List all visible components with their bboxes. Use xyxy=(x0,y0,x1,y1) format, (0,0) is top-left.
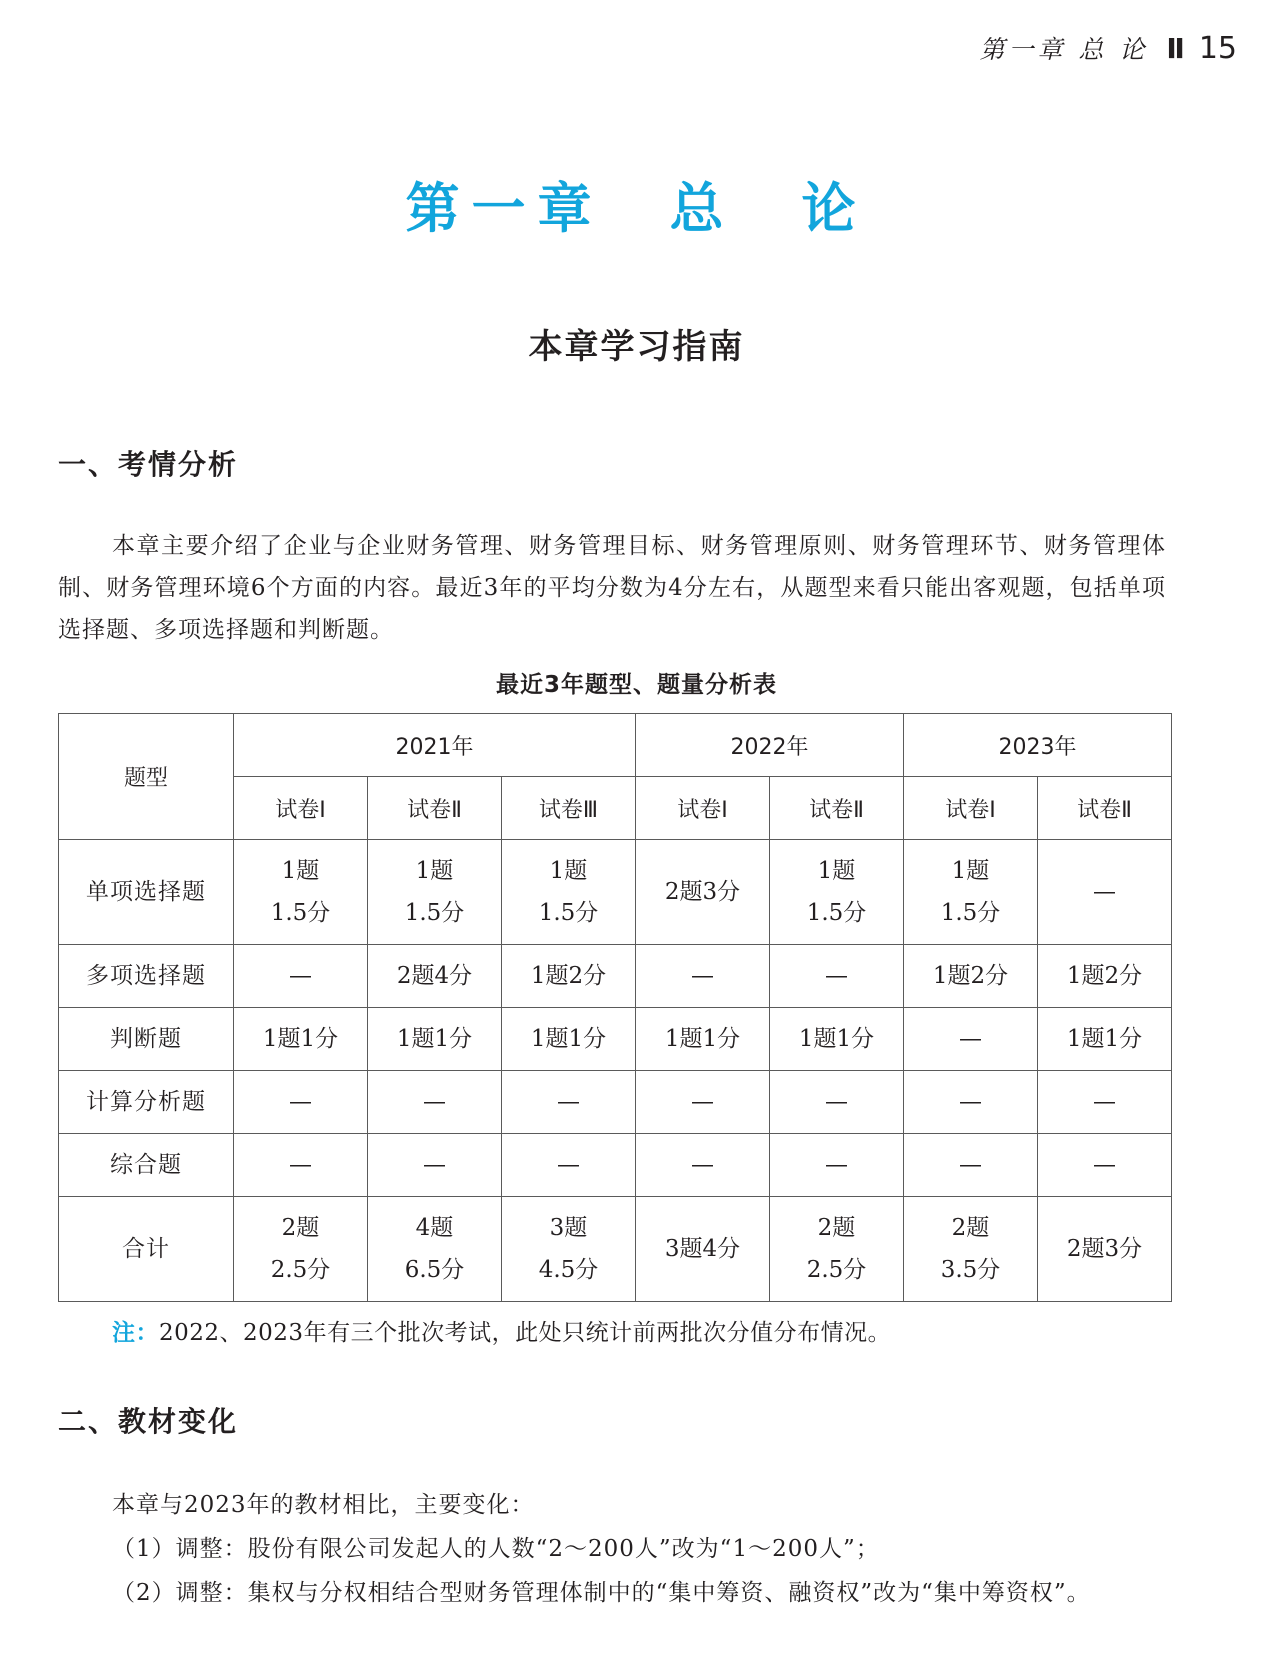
cell-line: 2题4分 xyxy=(396,963,473,989)
cell-line: 2题3分 xyxy=(664,879,741,905)
paper-header: 试卷Ⅰ xyxy=(636,777,770,840)
table-cell xyxy=(368,1008,502,1071)
row-label: 多项选择题 xyxy=(59,945,234,1008)
cell-line: 1.5分 xyxy=(404,900,465,926)
table-cell xyxy=(1038,1008,1172,1071)
table-cell xyxy=(234,1134,368,1197)
table-cell xyxy=(234,945,368,1008)
change-item: （1）调整：股份有限公司发起人的人数“2～200人”改为“1～200人”； xyxy=(112,1536,880,1562)
row-label: 综合题 xyxy=(59,1134,234,1197)
table-row xyxy=(59,1071,1172,1134)
cell-line: 1题1分 xyxy=(664,1026,741,1052)
cell-line: — xyxy=(959,1152,982,1178)
table-cell xyxy=(234,1008,368,1071)
table-cell xyxy=(904,1008,1038,1071)
cell-line: — xyxy=(825,1152,848,1178)
cell-line: 1.5分 xyxy=(538,900,599,926)
exam-analysis-paragraph: 本章主要介绍了企业与企业财务管理、财务管理目标、财务管理原则、财务管理环节、财务管理体制、财务管理环境6个方面的内容。最近3年的平均分数为4分左右，从题型来看只能出客观题，包括单项选择题、多项选择题和判断题。 xyxy=(58,533,1166,643)
cell-line: 3题 xyxy=(549,1215,588,1241)
table-cell xyxy=(502,945,636,1008)
section-heading-textbook-changes: 二、教材变化 xyxy=(58,1405,239,1438)
table-cell xyxy=(502,1071,636,1134)
textbook-changes xyxy=(58,1483,1172,1615)
cell-line: 1题1分 xyxy=(1066,1026,1143,1052)
table-cell xyxy=(234,1197,368,1302)
table-cell xyxy=(904,1197,1038,1302)
cell-line: 1题 xyxy=(415,858,454,884)
table-cell xyxy=(368,1071,502,1134)
cell-line: 2.5分 xyxy=(806,1257,867,1283)
table-cell xyxy=(636,1008,770,1071)
question-type-table xyxy=(58,713,1172,1302)
cell-line: 4.5分 xyxy=(538,1257,599,1283)
cell-line: — xyxy=(691,963,714,989)
cell-line: 1题1分 xyxy=(262,1026,339,1052)
cell-line: — xyxy=(557,1089,580,1115)
cell-line: — xyxy=(1093,879,1116,905)
cell-line: — xyxy=(1093,1089,1116,1115)
table-row xyxy=(59,945,1172,1008)
row-label: 合计 xyxy=(59,1197,234,1302)
cell-line: 2题3分 xyxy=(1066,1236,1143,1262)
table-note xyxy=(112,1314,891,1347)
note-text: 2022、2023年有三个批次考试，此处只统计前两批次分值分布情况。 xyxy=(159,1320,892,1346)
cell-line: 1题2分 xyxy=(932,963,1009,989)
cell-line: — xyxy=(691,1089,714,1115)
row-label: 判断题 xyxy=(59,1008,234,1071)
table-cell xyxy=(770,1071,904,1134)
table-body xyxy=(59,840,1172,1302)
section-heading-exam-analysis: 一、考情分析 xyxy=(58,448,239,481)
running-header xyxy=(979,30,1237,66)
table-cell xyxy=(1038,840,1172,945)
table-cell xyxy=(904,945,1038,1008)
cell-line: — xyxy=(423,1152,446,1178)
table-cell xyxy=(904,1134,1038,1197)
paper-header: 试卷Ⅱ xyxy=(368,777,502,840)
table-cell xyxy=(368,1134,502,1197)
paper-header: 试卷Ⅰ xyxy=(234,777,368,840)
table-cell xyxy=(368,840,502,945)
cell-line: 4题 xyxy=(415,1215,454,1241)
paper-header: 试卷Ⅱ xyxy=(770,777,904,840)
cell-line: 1题1分 xyxy=(396,1026,473,1052)
table-cell xyxy=(502,840,636,945)
cell-line: 1.5分 xyxy=(806,900,867,926)
table-cell xyxy=(1038,945,1172,1008)
paper-header: 试卷Ⅱ xyxy=(1038,777,1172,840)
table-cell xyxy=(636,1071,770,1134)
table-cell xyxy=(368,945,502,1008)
cell-line: 1题1分 xyxy=(530,1026,607,1052)
table-row xyxy=(59,1197,1172,1302)
header-separator: Ⅱ xyxy=(1166,31,1185,65)
cell-line: — xyxy=(557,1152,580,1178)
table-cell xyxy=(904,1071,1038,1134)
table-cell xyxy=(502,1008,636,1071)
table-caption: 最近3年题型、题量分析表 xyxy=(495,672,777,698)
table-cell xyxy=(1038,1197,1172,1302)
table-row xyxy=(59,1134,1172,1197)
cell-line: — xyxy=(825,963,848,989)
page-number: 15 xyxy=(1198,30,1237,66)
table-cell xyxy=(770,1134,904,1197)
cell-line: 2题 xyxy=(817,1215,856,1241)
table-cell xyxy=(1038,1071,1172,1134)
cell-line: 1题2分 xyxy=(1066,963,1143,989)
year-header: 2021年 xyxy=(234,714,636,777)
cell-line: 6.5分 xyxy=(404,1257,465,1283)
cell-line: 1题1分 xyxy=(798,1026,875,1052)
note-label: 注： xyxy=(112,1320,159,1346)
cell-line: 2题 xyxy=(951,1215,990,1241)
row-label: 计算分析题 xyxy=(59,1071,234,1134)
cell-line: — xyxy=(959,1026,982,1052)
cell-line: 1题 xyxy=(549,858,588,884)
paper-header: 试卷Ⅲ xyxy=(502,777,636,840)
year-header: 2022年 xyxy=(636,714,904,777)
cell-line: — xyxy=(289,1089,312,1115)
cell-line: 1.5分 xyxy=(940,900,1001,926)
table-cell xyxy=(770,1197,904,1302)
cell-line: — xyxy=(691,1152,714,1178)
table-cell xyxy=(770,840,904,945)
type-header: 题型 xyxy=(59,714,234,840)
running-title: 第一章 总 论 xyxy=(979,35,1149,64)
changes-intro: 本章与2023年的教材相比，主要变化： xyxy=(112,1492,535,1518)
table-cell xyxy=(1038,1134,1172,1197)
cell-line: — xyxy=(289,963,312,989)
cell-line: 2题 xyxy=(281,1215,320,1241)
cell-line: 1题 xyxy=(951,858,990,884)
table-cell xyxy=(636,945,770,1008)
chapter-title: 第一章 总 论 xyxy=(405,177,868,240)
table-cell xyxy=(234,840,368,945)
row-label: 单项选择题 xyxy=(59,840,234,945)
table-cell xyxy=(368,1197,502,1302)
table-cell xyxy=(502,1197,636,1302)
change-item: （2）调整：集权与分权相结合型财务管理体制中的“集中筹资、融资权”改为“集中筹资权”。 xyxy=(112,1580,1091,1606)
paper-header: 试卷Ⅰ xyxy=(904,777,1038,840)
table-cell xyxy=(636,1134,770,1197)
table-row xyxy=(59,1008,1172,1071)
cell-line: — xyxy=(825,1089,848,1115)
table-cell xyxy=(770,1008,904,1071)
guide-title: 本章学习指南 xyxy=(528,327,745,367)
table-cell xyxy=(636,1197,770,1302)
cell-line: — xyxy=(423,1089,446,1115)
table-row xyxy=(59,840,1172,945)
table-cell xyxy=(234,1071,368,1134)
cell-line: — xyxy=(1093,1152,1116,1178)
table-cell xyxy=(904,840,1038,945)
cell-line: 3.5分 xyxy=(940,1257,1001,1283)
cell-line: — xyxy=(959,1089,982,1115)
cell-line: 1题2分 xyxy=(530,963,607,989)
table-cell xyxy=(502,1134,636,1197)
table-cell xyxy=(770,945,904,1008)
cell-line: 1题 xyxy=(817,858,856,884)
cell-line: 1.5分 xyxy=(270,900,331,926)
table-cell xyxy=(636,840,770,945)
year-header: 2023年 xyxy=(904,714,1172,777)
cell-line: 2.5分 xyxy=(270,1257,331,1283)
cell-line: — xyxy=(289,1152,312,1178)
cell-line: 3题4分 xyxy=(664,1236,741,1262)
cell-line: 1题 xyxy=(281,858,320,884)
